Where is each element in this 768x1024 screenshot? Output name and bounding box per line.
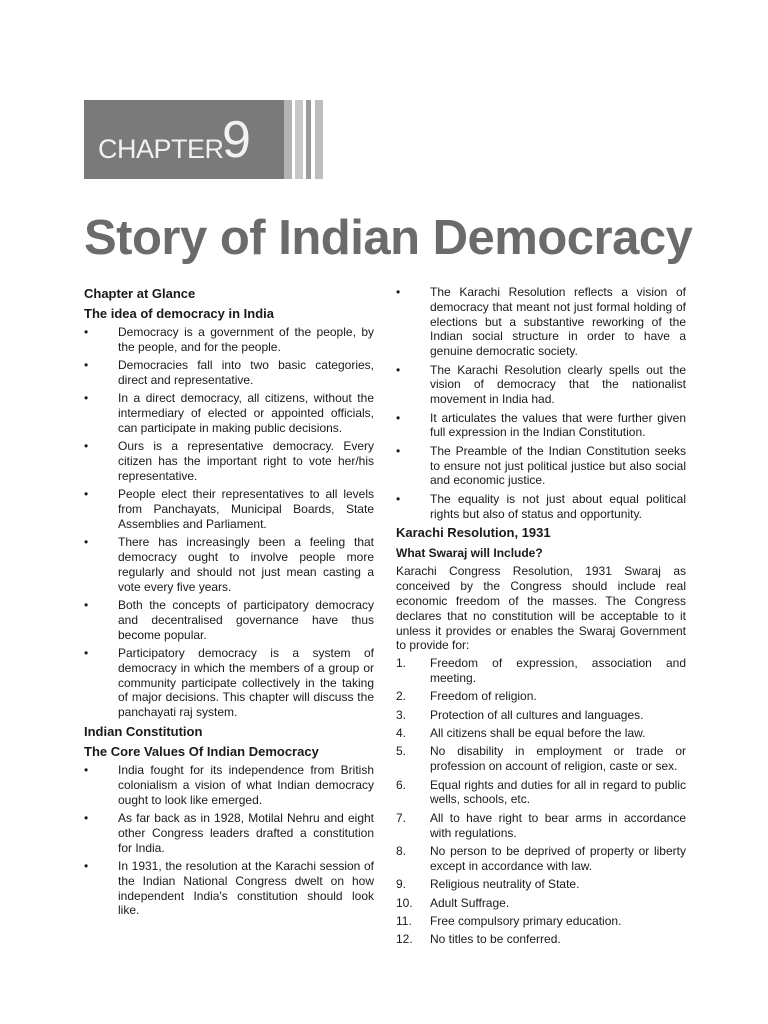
chapter-label-box <box>84 100 284 179</box>
swaraj-heading: What Swaraj will Include? <box>396 546 543 561</box>
list-item: 8. No person to be deprived of property or liberty except in accordance with law. <box>396 844 686 873</box>
list-item: 9. Religious neutrality of State. <box>396 877 580 892</box>
list-item: • Democracy is a government of the people, by the people, and for the people. <box>84 325 374 354</box>
glance-heading: Chapter at Glance <box>84 286 196 301</box>
list-item: • In a direct democracy, all citizens, without the intermediary of elected or appointed officials, can participate in making public decisions. <box>84 391 374 435</box>
list-item: • Participatory democracy is a system of democracy in which the members of a group or community participate collectively in the taking of major decisions. This chapter will discuss the panchayati raj system. <box>84 646 374 720</box>
core-values-list <box>84 763 374 918</box>
list-item: • The equality is not just about equal political rights but also of status and opportunity. <box>396 491 686 521</box>
list-item: 3. Protection of all cultures and languages. <box>396 707 644 722</box>
list-item: • In 1931, the resolution at the Karachi session of the Indian National Congress dwelt on how independent India's constitution should look like. <box>84 859 374 918</box>
list-item: 2. Freedom of religion. <box>396 689 537 704</box>
list-item: 11. Free compulsory primary education. <box>396 914 622 928</box>
chapter-word: CHAPTER <box>98 134 224 164</box>
list-item: 4. All citizens shall be equal before the law. <box>396 726 646 741</box>
idea-list <box>84 325 374 720</box>
core-values-heading: The Core Values Of Indian Democracy <box>84 744 319 760</box>
idea-heading: The idea of democracy in India <box>84 306 274 321</box>
decorative-bar <box>284 100 292 179</box>
karachi-points-list <box>396 285 686 521</box>
list-item: • There has increasingly been a feeling that democracy ought to involve people more regularly and should not just mean casting a vote every five years. <box>84 535 374 594</box>
list-item: • Both the concepts of participatory democracy and decentralised governance have thus become popular. <box>84 598 374 642</box>
right-column <box>396 285 686 951</box>
constitution-heading: Indian Constitution <box>84 724 203 740</box>
list-item: 12. No titles to be conferred. <box>396 932 561 947</box>
chapter-number: 9 <box>222 111 251 169</box>
karachi-heading: Karachi Resolution, 1931 <box>396 525 551 541</box>
list-item: • As far back as in 1928, Motilal Nehru and eight other Congress leaders drafted a constitution for India. <box>84 811 374 855</box>
decorative-bar <box>295 100 303 179</box>
list-item: • The Preamble of the Indian Constitution seeks to ensure not just political justice but also social and economic justice. <box>396 443 686 488</box>
page-title: Story of Indian Democracy <box>84 211 693 265</box>
decorative-bar <box>306 100 311 179</box>
list-item: 1. Freedom of expression, association and meeting. <box>396 656 686 685</box>
list-item: • The Karachi Resolution reflects a vision of democracy that meant not just formal holding of elections but a substantive reworking of the Indian social structure in order to have a genuine democratic society. <box>396 285 686 359</box>
list-item: 6. Equal rights and duties for all in regard to public wells, schools, etc. <box>396 777 686 807</box>
list-item: • Democracies fall into two basic categories, direct and representative. <box>84 358 374 387</box>
left-column <box>84 286 374 922</box>
list-item: • It articulates the values that were further given full expression in the Indian Constitution. <box>396 410 686 440</box>
swaraj-numbered-list <box>396 656 686 947</box>
swaraj-intro: Karachi Congress Resolution, 1931 Swaraj as conceived by the Congress should include real economic freedom of the masses. The Congress declares that no constitution will be acceptable to it unless it provides or enables the Swaraj Government to provide for: <box>396 564 686 653</box>
list-item: • Ours is a representative democracy. Every citizen has the important right to vote her/his representative. <box>84 439 374 483</box>
decorative-bar <box>315 100 323 179</box>
list-item: • The Karachi Resolution clearly spells out the vision of democracy that the nationalist movement in India had. <box>396 362 686 407</box>
list-item: • India fought for its independence from British colonialism a vision of what Indian democracy ought to look like emerged. <box>84 763 374 807</box>
list-item: • People elect their representatives to all levels from Panchayats, Municipal Boards, State Assemblies and Parliament. <box>84 487 374 531</box>
list-item: 7. All to have right to bear arms in accordance with regulations. <box>396 810 686 840</box>
list-item: 10. Adult Suffrage. <box>396 895 510 910</box>
list-item: 5. No disability in employment or trade or profession on account of religion, caste or sex. <box>396 744 686 774</box>
